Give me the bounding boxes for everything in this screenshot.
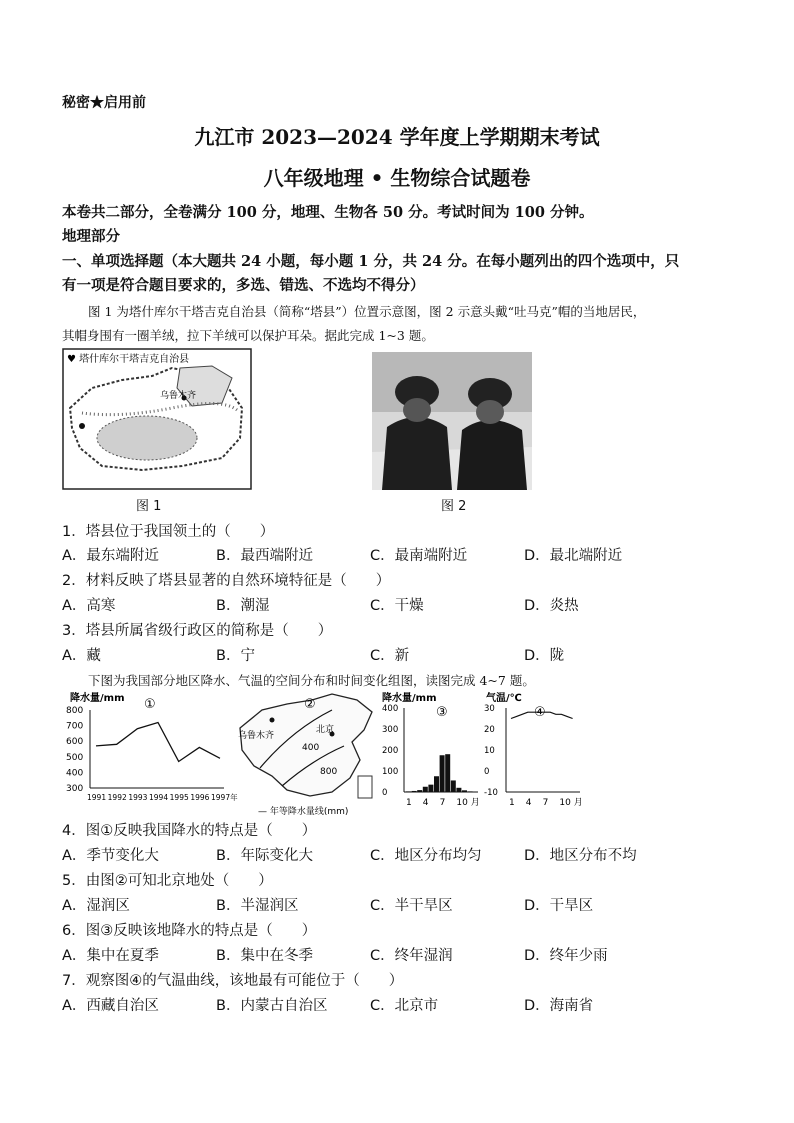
chart3-bar	[423, 787, 428, 792]
chart1-xtick: 1991	[87, 793, 107, 802]
chart1-ytick: 800	[66, 706, 84, 716]
figure2-caption: 图 2	[441, 499, 467, 514]
chart3-bar	[445, 754, 450, 792]
q7-option-b[interactable]: B．内蒙古自治区	[216, 998, 328, 1014]
exam-subtitle: 八年级地理 • 生物综合试题卷	[263, 166, 531, 190]
question-1: 1．塔县位于我国领土的（ ）	[62, 524, 275, 540]
q4-option-b[interactable]: B．年际变化大	[216, 848, 313, 864]
q4-option-d[interactable]: D．地区分布不均	[524, 848, 637, 864]
q6-option-c[interactable]: C．终年湿润	[370, 948, 453, 964]
figure1-map	[62, 348, 252, 490]
chart1-xtick: 1995	[169, 793, 189, 802]
chart3-ytick: 0	[382, 788, 388, 798]
q1-option-c[interactable]: C．最南端附近	[370, 548, 468, 564]
chart2-isohyet-map	[232, 690, 380, 820]
q4-option-c[interactable]: C．地区分布均匀	[370, 848, 482, 864]
chart3-bar	[456, 788, 461, 792]
chart4-number: ④	[534, 705, 546, 720]
chart1-ytick: 300	[66, 784, 84, 794]
question-2: 2．材料反映了塔县显著的自然环境特征是（ ）	[62, 573, 391, 589]
chart3-ytick: 100	[382, 767, 399, 777]
q2-option-a[interactable]: A．高寒	[62, 598, 116, 614]
chart3-xtick: 4	[422, 798, 429, 808]
chart2-isohyet-800: 800	[320, 767, 338, 777]
q2-option-c[interactable]: C．干燥	[370, 598, 424, 614]
chart4-ylabel: 气温/℃	[486, 693, 522, 704]
chart1-ytick: 400	[66, 768, 84, 779]
chart3-xtick: 7	[439, 798, 446, 808]
exam-title: 九江市 2023—2024 学年度上学期期末考试	[194, 125, 600, 149]
chart1-xtick: 1992	[107, 793, 127, 802]
chart4-monthly-temperature	[482, 690, 582, 815]
question-3: 3．塔县所属省级行政区的简称是（ ）	[62, 623, 333, 639]
q1-option-b[interactable]: B．最西端附近	[216, 548, 313, 564]
chart4-xtick: 4	[525, 798, 532, 808]
chart1-ylabel: 降水量/mm	[70, 693, 125, 704]
q5-option-b[interactable]: B．半湿润区	[216, 898, 299, 914]
question-4: 4．图①反映我国降水的特点是（ ）	[62, 823, 317, 839]
section-heading-line1: 一、单项选择题（本大题共 24 小题，每小题 1 分，共 24 分。在每小题列出的四个选项中，只	[62, 253, 680, 270]
chart3-number: ③	[436, 705, 448, 720]
chart3-ytick: 400	[382, 704, 399, 714]
chart2-legend: — 年等降水量线(mm)	[258, 807, 349, 817]
chart4-xtick: 7	[542, 798, 549, 808]
chart3-xtick: 1	[406, 798, 412, 808]
question-6: 6．图③反映该地降水的特点是（ ）	[62, 923, 317, 939]
chart1-xtick: 1996	[190, 793, 210, 802]
figure1-legend: ♥ 塔什库尔干塔吉克自治县	[67, 354, 190, 365]
chart1-xtick: 1994	[149, 793, 169, 802]
chart3-bar	[440, 755, 445, 792]
part-heading: 地理部分	[62, 228, 120, 245]
chart1-ytick: 500	[66, 752, 84, 763]
exam-note: 本卷共二部分，全卷满分 100 分，地理、生物各 50 分。考试时间为 100 分钟。	[62, 204, 594, 221]
chart3-bar	[428, 785, 433, 792]
q7-option-d[interactable]: D．海南省	[524, 998, 594, 1014]
q7-option-a[interactable]: A．西藏自治区	[62, 998, 159, 1014]
chart3-ytick: 200	[382, 746, 399, 756]
q3-option-d[interactable]: D．陇	[524, 648, 565, 664]
chart2-city-urumqi: 乌鲁木齐	[238, 731, 275, 741]
q2-option-d[interactable]: D．炎热	[524, 598, 579, 614]
chart3-ylabel: 降水量/mm	[382, 693, 437, 704]
chart4-ytick: 30	[484, 704, 495, 714]
question-7: 7．观察图④的气温曲线，该地最有可能位于（ ）	[62, 973, 404, 989]
chart1-annual-precipitation	[62, 690, 238, 820]
chart2-isohyet-400: 400	[302, 743, 320, 753]
chart1-number: ①	[144, 697, 156, 712]
q3-option-a[interactable]: A．藏	[62, 648, 101, 664]
chart1-ytick: 700	[66, 721, 84, 732]
chart1-series-line	[96, 722, 220, 761]
q3-option-b[interactable]: B．宁	[216, 648, 255, 664]
chart1-xtick: 1997年	[211, 793, 238, 802]
q7-option-c[interactable]: C．北京市	[370, 998, 439, 1014]
q2-option-b[interactable]: B．潮湿	[216, 598, 270, 614]
material1-line1: 图 1 为塔什库尔干塔吉克自治县（简称“塔县”）位置示意图，图 2 示意头戴“吐马克”帽的当地居民，	[88, 304, 646, 319]
chart3-ytick: 300	[382, 725, 399, 735]
chart2-number: ②	[304, 697, 316, 712]
q6-option-d[interactable]: D．终年少雨	[524, 948, 608, 964]
chart3-xtick: 10 月	[456, 798, 480, 808]
material2-line: 下图为我国部分地区降水、气温的空间分布和时间变化组图，读图完成 4~7 题。	[88, 673, 535, 688]
q1-option-d[interactable]: D．最北端附近	[524, 548, 623, 564]
chart4-ytick: 20	[484, 725, 495, 735]
q3-option-c[interactable]: C．新	[370, 648, 410, 664]
chart3-bar	[434, 776, 439, 792]
figure1-city-label: 乌鲁木齐	[160, 391, 197, 401]
chart3-bar	[451, 780, 456, 792]
chart4-ytick: 0	[484, 767, 490, 777]
q1-option-a[interactable]: A．最东端附近	[62, 548, 159, 564]
chart4-ytick: 10	[484, 746, 495, 756]
confidential-mark: 秘密★启用前	[62, 95, 146, 111]
figure2-photo	[372, 352, 532, 490]
chart1-xtick: 1993	[128, 793, 148, 802]
q5-option-c[interactable]: C．半干旱区	[370, 898, 453, 914]
q5-option-a[interactable]: A．湿润区	[62, 898, 130, 914]
figure1-caption: 图 1	[136, 499, 162, 514]
chart1-ytick: 600	[66, 737, 84, 748]
question-5: 5．由图②可知北京地处（ ）	[62, 873, 273, 889]
chart3-monthly-precipitation	[380, 690, 480, 815]
section-heading-line2: 有一项是符合题目要求的，多选、错选、不选均不得分）	[62, 277, 425, 294]
material1-line2: 其帽身围有一圈羊绒，拉下羊绒可以保护耳朵。据此完成 1~3 题。	[62, 328, 434, 343]
chart2-city-beijing: 北京	[316, 725, 335, 735]
q5-option-d[interactable]: D．干旱区	[524, 898, 594, 914]
chart4-xtick: 10 月	[559, 798, 583, 808]
chart4-xtick: 1	[509, 798, 515, 808]
q6-option-b[interactable]: B．集中在冬季	[216, 948, 313, 964]
q6-option-a[interactable]: A．集中在夏季	[62, 948, 159, 964]
chart4-ytick: -10	[484, 788, 498, 798]
q4-option-a[interactable]: A．季节变化大	[62, 848, 159, 864]
